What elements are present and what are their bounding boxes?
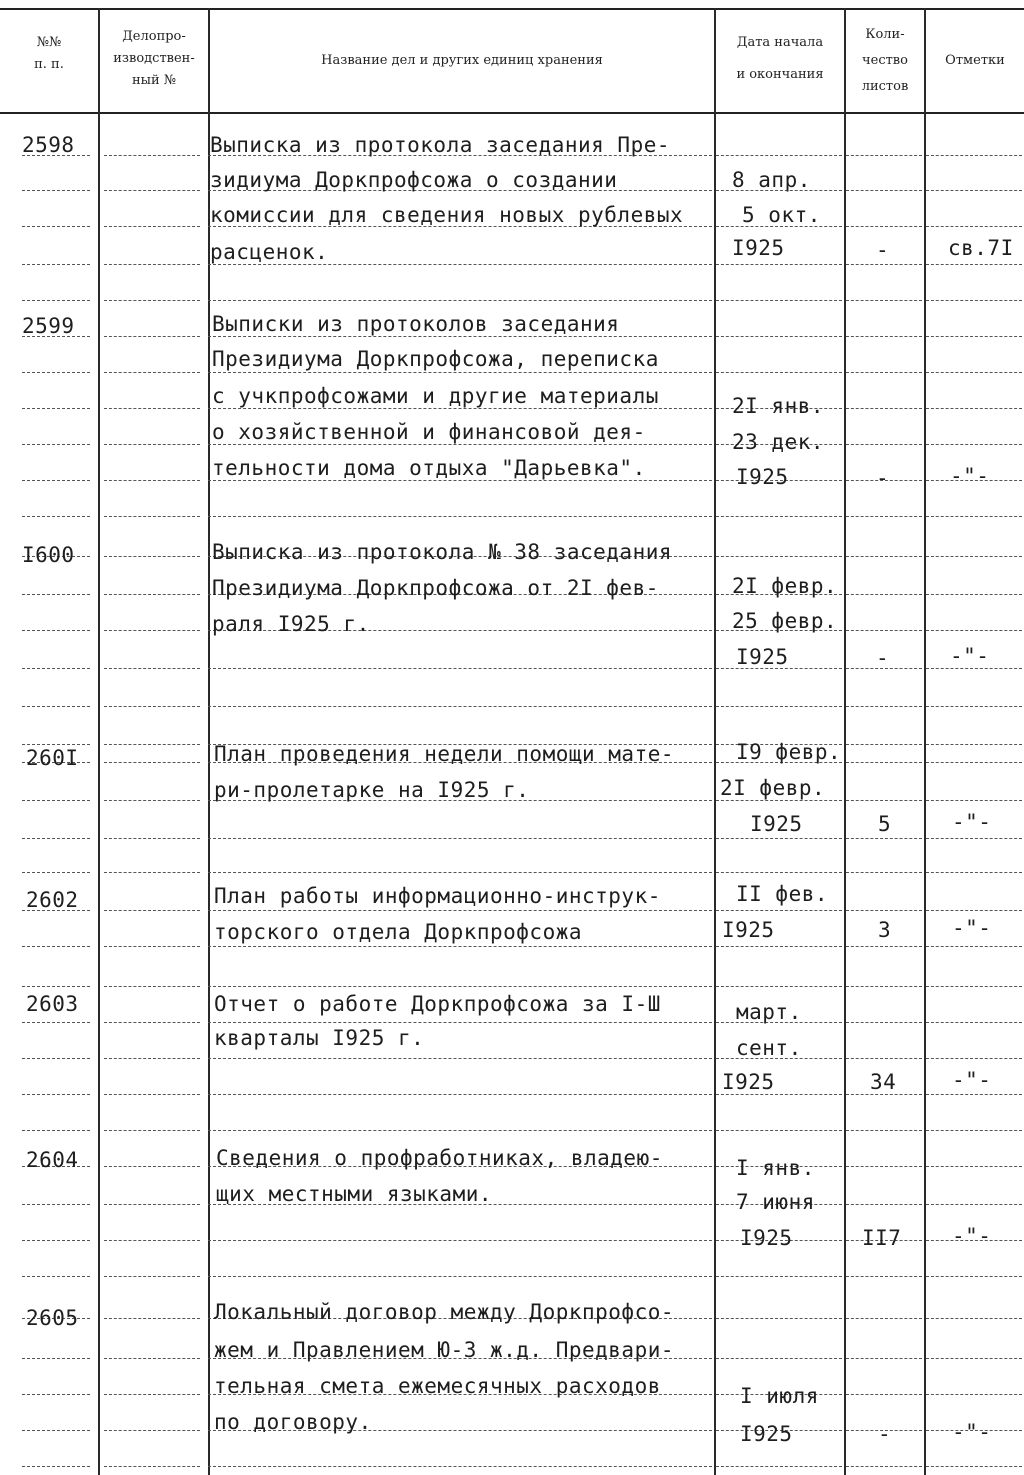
title-line: по договору. <box>214 1410 372 1434</box>
ruled-line <box>208 1094 712 1095</box>
ruled-line <box>846 594 922 595</box>
sheet-count: - <box>876 646 890 670</box>
ruled-line <box>104 300 200 301</box>
ruled-line <box>846 1130 922 1131</box>
ruled-line <box>208 264 712 265</box>
ruled-line <box>716 336 842 337</box>
ruled-line <box>208 300 712 301</box>
ruled-line <box>104 630 200 631</box>
ruled-line <box>104 1058 200 1059</box>
ruled-line <box>104 1094 200 1095</box>
header-rule <box>0 112 1024 114</box>
ruled-line <box>926 800 1022 801</box>
title-line: Отчет о работе Доркпрофсожа за I-Ш <box>214 992 661 1016</box>
ruled-line <box>104 1318 200 1319</box>
header-notes: Отметки <box>945 53 1005 68</box>
ruled-line <box>846 155 922 156</box>
title-line: щих местными языками. <box>216 1182 493 1206</box>
ruled-line <box>846 838 922 839</box>
ruled-line <box>926 408 1022 409</box>
record-number: 2605 <box>26 1306 79 1330</box>
record-number: 2598 <box>22 133 75 157</box>
title-line: Президиума Доркпрофсожа от 2I фев- <box>212 576 659 600</box>
ruled-line <box>716 1276 842 1277</box>
notes: -"- <box>952 810 992 834</box>
title-line: раля I925 г. <box>212 612 370 636</box>
ruled-line <box>926 1466 1022 1467</box>
ruled-line <box>926 372 1022 373</box>
ruled-line <box>846 408 922 409</box>
ruled-line <box>846 706 922 707</box>
ruled-line <box>846 190 922 191</box>
ruled-line <box>846 800 922 801</box>
ruled-line <box>716 706 842 707</box>
date-line: 5 окт. <box>742 203 821 227</box>
ruled-line <box>926 1394 1022 1395</box>
header-line: чество <box>862 53 908 68</box>
title-line: кварталы I925 г. <box>214 1026 425 1050</box>
title-line: План работы информационно-инструк- <box>214 884 661 908</box>
ruled-line <box>104 1276 200 1277</box>
ruled-line <box>926 986 1022 987</box>
title-line: Выписки из протоколов заседания <box>212 312 620 336</box>
sheet-count: II7 <box>862 1226 902 1250</box>
sheet-count: 3 <box>878 918 892 942</box>
ruled-line <box>208 946 712 947</box>
ruled-line <box>716 872 842 873</box>
ruled-line <box>22 264 90 265</box>
ruled-line <box>208 1276 712 1277</box>
ruled-line <box>22 706 90 707</box>
date-line: I925 <box>736 465 789 489</box>
ruled-line <box>926 1130 1022 1131</box>
ruled-line <box>926 762 1022 763</box>
header-line: изводствен- <box>113 51 195 66</box>
ruled-line <box>104 946 200 947</box>
header-sheet-count <box>846 24 924 98</box>
record-number: 2599 <box>22 314 75 338</box>
ruled-line <box>22 516 90 517</box>
ruled-line <box>22 1430 90 1431</box>
date-line: 2I февр. <box>720 776 826 800</box>
ruled-line <box>104 155 200 156</box>
ruled-line <box>926 946 1022 947</box>
ruled-line <box>22 226 90 227</box>
title-line: расценок. <box>210 240 329 264</box>
ruled-line <box>104 1466 200 1467</box>
date-line: II фев. <box>736 882 829 906</box>
ruled-line <box>208 408 712 409</box>
ruled-line <box>846 872 922 873</box>
title-line: зидиума Доркпрофсожа о создании <box>210 168 618 192</box>
notes: -"- <box>950 464 990 488</box>
title-line: Президиума Доркпрофсожа, переписка <box>212 347 659 371</box>
date-line: март. <box>736 1000 802 1024</box>
top-rule <box>0 8 1024 10</box>
ruled-line <box>104 910 200 911</box>
sheet-count: - <box>878 1422 892 1446</box>
ruled-line <box>22 408 90 409</box>
notes: св.7I <box>948 236 1014 260</box>
ruled-line <box>104 1430 200 1431</box>
ruled-line <box>716 1466 842 1467</box>
title-line: Локальный договор между Доркпрофсо- <box>214 1300 675 1324</box>
ruled-line <box>926 1318 1022 1319</box>
ruled-line <box>716 516 842 517</box>
ruled-line <box>22 372 90 373</box>
ruled-line <box>846 300 922 301</box>
ruled-line <box>926 444 1022 445</box>
ruled-line <box>22 872 90 873</box>
title-line: Сведения о профработниках, владею- <box>216 1146 663 1170</box>
ruled-line <box>926 872 1022 873</box>
ruled-line <box>716 155 842 156</box>
ruled-line <box>716 1318 842 1319</box>
ruled-line <box>104 226 200 227</box>
date-line: 23 дек. <box>732 430 825 454</box>
header-line: п. п. <box>34 57 64 72</box>
ruled-line <box>104 336 200 337</box>
ruled-line <box>22 480 90 481</box>
ruled-line <box>846 1094 922 1095</box>
ruled-line <box>926 1058 1022 1059</box>
ruled-line <box>926 1094 1022 1095</box>
ruled-line <box>208 706 712 707</box>
ruled-line <box>716 838 842 839</box>
header-title: Название дел и других единиц хранения <box>321 53 603 68</box>
ruled-line <box>22 1358 90 1359</box>
ruled-line <box>104 1166 200 1167</box>
header-dates <box>716 32 844 86</box>
ruled-line <box>208 444 712 445</box>
ruled-line <box>104 762 200 763</box>
ruled-line <box>104 594 200 595</box>
ruled-line <box>716 556 842 557</box>
ruled-line <box>104 1022 200 1023</box>
ruled-line <box>846 1022 922 1023</box>
ruled-line <box>926 706 1022 707</box>
date-line: 2I янв. <box>732 394 825 418</box>
ruled-line <box>104 516 200 517</box>
ruled-line <box>22 744 90 745</box>
header-line: Делопро- <box>122 29 186 44</box>
record-number: 2602 <box>26 888 79 912</box>
ruled-line <box>104 444 200 445</box>
ruled-line <box>208 910 712 911</box>
ruled-line <box>22 1204 90 1205</box>
ruled-line <box>22 946 90 947</box>
date-line: I925 <box>740 1422 793 1446</box>
header-number <box>0 32 98 76</box>
ruled-line <box>926 910 1022 911</box>
column-rule <box>208 8 210 1475</box>
ruled-line <box>22 300 90 301</box>
ruled-line <box>104 1130 200 1131</box>
ruled-line <box>846 444 922 445</box>
date-line: I9 февр. <box>736 740 842 764</box>
title-line: тельная смета ежемесячных расходов <box>214 1374 661 1398</box>
notes: -"- <box>952 1420 992 1444</box>
ruled-line <box>716 986 842 987</box>
ruled-line <box>208 872 712 873</box>
record-number: I600 <box>22 543 75 567</box>
ruled-line <box>846 1058 922 1059</box>
ruled-line <box>104 800 200 801</box>
record-number: 2604 <box>26 1148 79 1172</box>
ruled-line <box>716 264 842 265</box>
ruled-line <box>104 480 200 481</box>
title-line: ри-пролетарке на I925 г. <box>214 778 530 802</box>
ruled-line <box>716 1358 842 1359</box>
ruled-line <box>926 668 1022 669</box>
ruled-line <box>22 190 90 191</box>
ruled-line <box>22 1058 90 1059</box>
date-line: 7 июня <box>736 1190 815 1214</box>
ruled-line <box>926 336 1022 337</box>
ruled-line <box>208 986 712 987</box>
ruled-line <box>208 336 712 337</box>
ruled-line <box>926 1022 1022 1023</box>
ruled-line <box>716 800 842 801</box>
ruled-line <box>926 556 1022 557</box>
notes: -"- <box>950 644 990 668</box>
ruled-line <box>716 1094 842 1095</box>
ruled-line <box>926 630 1022 631</box>
ruled-line <box>846 1276 922 1277</box>
title-line: тельности дома отдыха "Дарьевка". <box>212 456 646 480</box>
ruled-line <box>846 986 922 987</box>
ruled-line <box>208 1058 712 1059</box>
ruled-line <box>208 372 712 373</box>
ruled-line <box>846 1318 922 1319</box>
ruled-line <box>104 668 200 669</box>
ruled-line <box>716 946 842 947</box>
ruled-line <box>104 1394 200 1395</box>
ruled-line <box>22 1094 90 1095</box>
sheet-count: - <box>876 466 890 490</box>
ruled-line <box>926 594 1022 595</box>
ruled-line <box>208 516 712 517</box>
ruled-line <box>104 872 200 873</box>
ruled-line <box>716 372 842 373</box>
ruled-line <box>926 226 1022 227</box>
ruled-line <box>22 630 90 631</box>
ruled-line <box>846 762 922 763</box>
ruled-line <box>716 1130 842 1131</box>
ruled-line <box>104 264 200 265</box>
ruled-line <box>846 1204 922 1205</box>
ruled-line <box>22 986 90 987</box>
ruled-line <box>846 516 922 517</box>
date-line: I925 <box>722 1070 775 1094</box>
ruled-line <box>104 1240 200 1241</box>
ruled-line <box>208 1130 712 1131</box>
ruled-line <box>104 1358 200 1359</box>
ruled-line <box>22 668 90 669</box>
header-office-number <box>100 26 208 92</box>
notes: -"- <box>952 916 992 940</box>
ruled-line <box>716 910 842 911</box>
ruled-line <box>926 838 1022 839</box>
ruled-line <box>716 300 842 301</box>
ruled-line <box>104 744 200 745</box>
header-line: ный № <box>131 73 177 88</box>
ruled-line <box>104 706 200 707</box>
ruled-line <box>846 372 922 373</box>
date-line: 25 февр. <box>732 609 838 633</box>
ruled-line <box>846 226 922 227</box>
date-line: 8 апр. <box>732 168 811 192</box>
ruled-line <box>208 838 712 839</box>
ruled-line <box>846 336 922 337</box>
ruled-line <box>22 800 90 801</box>
ruled-line <box>926 190 1022 191</box>
header-line: Дата начала <box>736 35 824 50</box>
ruled-line <box>208 1022 712 1023</box>
sheet-count: - <box>876 238 890 262</box>
ruled-line <box>926 1358 1022 1359</box>
ruled-line <box>846 1358 922 1359</box>
title-line: жем и Правлением Ю-З ж.д. Предвари- <box>214 1338 675 1362</box>
ruled-line <box>104 408 200 409</box>
header-line: №№ <box>36 35 62 50</box>
record-number: 260I <box>26 746 79 770</box>
column-rule <box>924 8 926 1475</box>
ruled-line <box>926 516 1022 517</box>
date-line: I июля <box>740 1384 819 1408</box>
ruled-line <box>926 300 1022 301</box>
ruled-line <box>104 986 200 987</box>
ruled-line <box>846 1166 922 1167</box>
ruled-line <box>104 556 200 557</box>
ruled-line <box>22 1276 90 1277</box>
column-rule <box>714 8 716 1475</box>
date-line: 2I февр. <box>732 574 838 598</box>
ruled-line <box>22 594 90 595</box>
notes: -"- <box>952 1068 992 1092</box>
date-line: I925 <box>750 812 803 836</box>
ruled-line <box>104 838 200 839</box>
ruled-line <box>926 1204 1022 1205</box>
header-line: листов <box>861 79 909 94</box>
ruled-line <box>22 838 90 839</box>
ruled-line <box>22 444 90 445</box>
sheet-count: 34 <box>870 1070 897 1094</box>
ruled-line <box>22 1394 90 1395</box>
column-rule <box>844 8 846 1475</box>
title-line: План проведения недели помощи мате- <box>214 742 675 766</box>
title-line: с учкпрофсожами и другие материалы <box>212 384 659 408</box>
title-line: о хозяйственной и финансовой дея- <box>212 420 646 444</box>
ruled-line <box>846 1394 922 1395</box>
ruled-line <box>846 264 922 265</box>
ruled-line <box>846 1466 922 1467</box>
ruled-line <box>104 372 200 373</box>
ruled-line <box>208 1240 712 1241</box>
ruled-line <box>208 1466 712 1467</box>
ruled-line <box>846 630 922 631</box>
ruled-line <box>846 744 922 745</box>
ruled-line <box>926 1166 1022 1167</box>
date-line: I925 <box>732 236 785 260</box>
ruled-line <box>926 155 1022 156</box>
ruled-line <box>22 1466 90 1467</box>
date-line: I925 <box>736 645 789 669</box>
ruled-line <box>22 1022 90 1023</box>
column-rule <box>98 8 100 1475</box>
header-line: Коли- <box>865 27 905 42</box>
ruled-line <box>208 480 712 481</box>
sheet-count: 5 <box>878 812 892 836</box>
date-line: I925 <box>722 918 775 942</box>
title-line: Выписка из протокола заседания Пре- <box>210 133 671 157</box>
ruled-line <box>208 668 712 669</box>
ruled-line <box>926 1276 1022 1277</box>
ruled-line <box>104 190 200 191</box>
title-line: торского отдела Доркпрофсожа <box>214 920 583 944</box>
title-line: комиссии для сведения новых рублевых <box>210 203 684 227</box>
header-line: и окончания <box>736 67 824 82</box>
date-line: I янв. <box>736 1156 815 1180</box>
notes: -"- <box>952 1224 992 1248</box>
title-line: Выписка из протокола № 38 заседания <box>212 540 673 564</box>
date-line: I925 <box>740 1226 793 1250</box>
ruled-line <box>846 556 922 557</box>
ruled-line <box>846 910 922 911</box>
date-line: сент. <box>736 1036 802 1060</box>
ruled-line <box>22 1240 90 1241</box>
record-number: 2603 <box>26 992 79 1016</box>
ruled-line <box>926 744 1022 745</box>
ruled-line <box>22 1130 90 1131</box>
ruled-line <box>846 946 922 947</box>
ruled-line <box>104 1204 200 1205</box>
ruled-line <box>926 264 1022 265</box>
